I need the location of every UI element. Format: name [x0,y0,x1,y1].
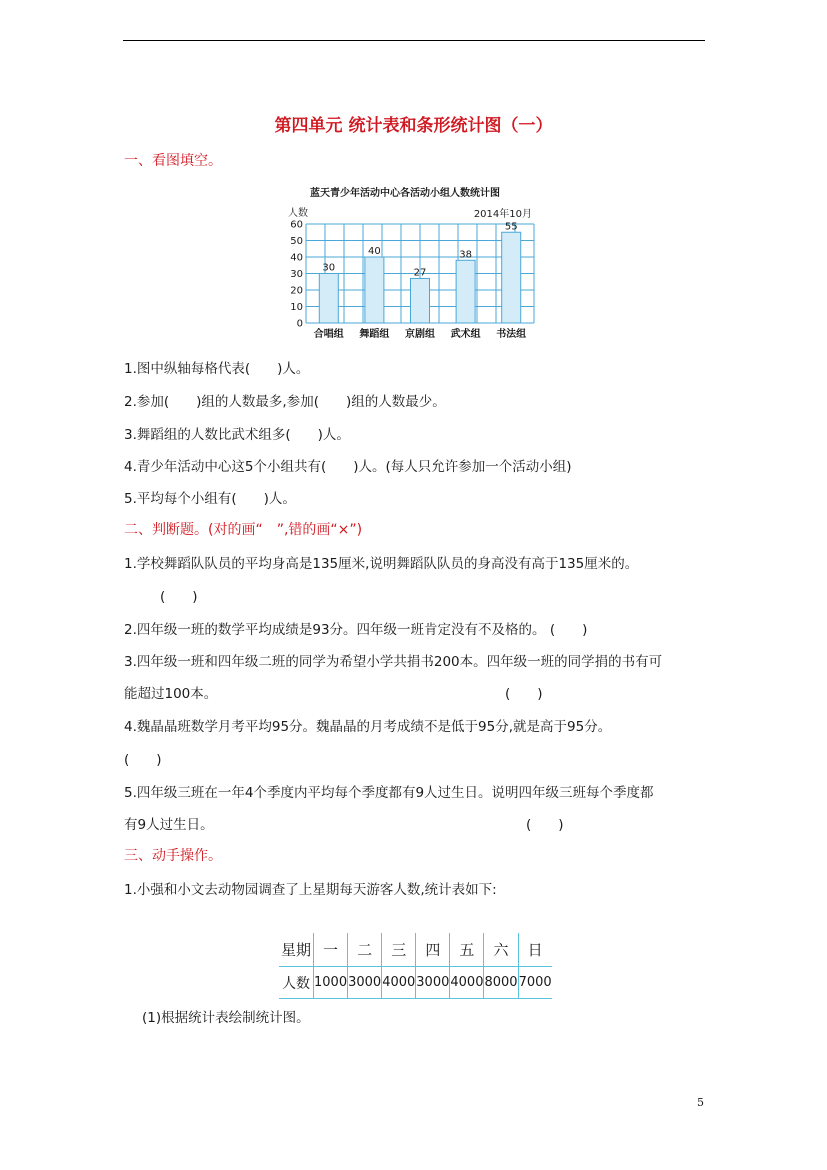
chart-y-tick-label: 30 [290,269,303,280]
chart-y-tick-label: 10 [290,302,303,313]
chart-x-tick-label: 书法组 [496,329,527,340]
table-cell: 8000 [484,967,518,999]
visitor-table [279,933,552,999]
table-cell: 四 [416,933,450,967]
header-rule [123,40,705,41]
s2-line-3a: 3.四年级一班和四年级二班的同学为希望小学共捐书200本。四年级一班的同学捐的书有可 [124,654,663,670]
s2-answer-5: ( ) [526,817,564,833]
table-cell: 日 [518,933,552,967]
s2-line-2: 2.四年级一班的数学平均成绩是93分。四年级一班肯定没有不及格的。 ( ) [124,622,588,638]
chart-bar [411,278,430,323]
s1-question-4: 4.青少年活动中心这5个小组共有( )人。(每人只允许参加一个活动小组) [124,459,572,475]
s2-line-4: 4.魏晶晶班数学月考平均95分。魏晶晶的月考成绩不是低于95分,就是高于95分。 [124,719,612,735]
chart-bar [319,274,338,324]
chart-y-tick-label: 20 [290,285,303,297]
s2-line-3b: 能超过100本。 [124,686,218,702]
s1-question-3: 3.舞蹈组的人数比武术组多( )人。 [124,427,350,443]
s1-question-5: 5.平均每个小组有( )人。 [124,491,296,507]
chart-x-tick-label: 舞蹈组 [359,329,390,340]
chart-y-tick-label: 0 [296,318,303,330]
section-3-heading: 三、动手操作。 [124,848,222,864]
chart-data-label: 40 [368,246,381,257]
page-number: 5 [697,1096,704,1109]
s3-intro: 1.小强和小文去动物园调查了上星期每天游客人数,统计表如下: [124,882,497,898]
table-cell: 三 [382,933,416,967]
s1-question-1: 1.图中纵轴每格代表( )人。 [124,361,310,377]
page-title: 第四单元 统计表和条形统计图（一） [274,116,553,136]
section-1-heading: 一、看图填空。 [124,153,222,169]
table-cell: 4000 [382,967,416,999]
s2-line-5a: 5.四年级三班在一年4个季度内平均每个季度都有9人过生日。说明四年级三班每个季度都 [124,785,654,801]
chart-bar [456,260,475,323]
table-cell: 一 [314,933,348,967]
chart-y-tick-label: 40 [290,252,303,264]
chart-bar [502,232,521,323]
s1-question-2: 2.参加( )组的人数最多,参加( )组的人数最少。 [124,394,446,410]
table-cell: 7000 [518,967,552,999]
table-header-label: 星期 [279,933,314,967]
table-cell: 五 [450,933,484,967]
table-cell: 4000 [450,967,484,999]
table-row-label: 人数 [279,967,314,999]
s3-sub-question-1: (1)根据统计表绘制统计图。 [142,1010,310,1026]
chart-y-axis-label: 人数 [288,208,308,219]
chart-x-tick-label: 合唱组 [313,329,344,340]
table-row [279,933,552,967]
chart-y-ticks [290,220,303,330]
s2-answer-4: ( ) [124,752,162,768]
chart-y-tick-label: 60 [290,219,303,231]
s2-answer-1: ( ) [160,589,198,605]
chart-bar [365,257,384,323]
chart-x-tick-label: 京剧组 [405,329,435,340]
s2-line-1: 1.学校舞蹈队队员的平均身高是135厘米,说明舞蹈队队员的身高没有高于135厘米的。 [124,556,639,572]
table-row [279,967,552,999]
table-cell: 3000 [416,967,450,999]
table-cell: 1000 [314,967,348,999]
chart-x-tick-label: 武术组 [450,329,481,340]
chart-data-label: 38 [459,249,472,261]
chart-data-label: 55 [504,221,518,233]
chart-data-label: 27 [413,267,427,279]
chart-y-tick-label: 50 [290,236,303,247]
table-cell: 3000 [348,967,382,999]
chart-x-labels [314,327,526,340]
bar-chart [284,180,546,340]
s2-answer-3: ( ) [505,686,543,702]
chart-data-label: 30 [322,262,336,274]
s2-line-5b: 有9人过生日。 [124,817,214,833]
chart-title: 蓝天青少年活动中心各活动小组人数统计图 [310,188,500,199]
section-2-heading: 二、判断题。(对的画“ ”,错的画“×”) [124,522,363,538]
table-cell: 六 [484,933,518,967]
table-cell: 二 [348,933,382,967]
chart-date-note: 2014年10月 [473,209,532,220]
